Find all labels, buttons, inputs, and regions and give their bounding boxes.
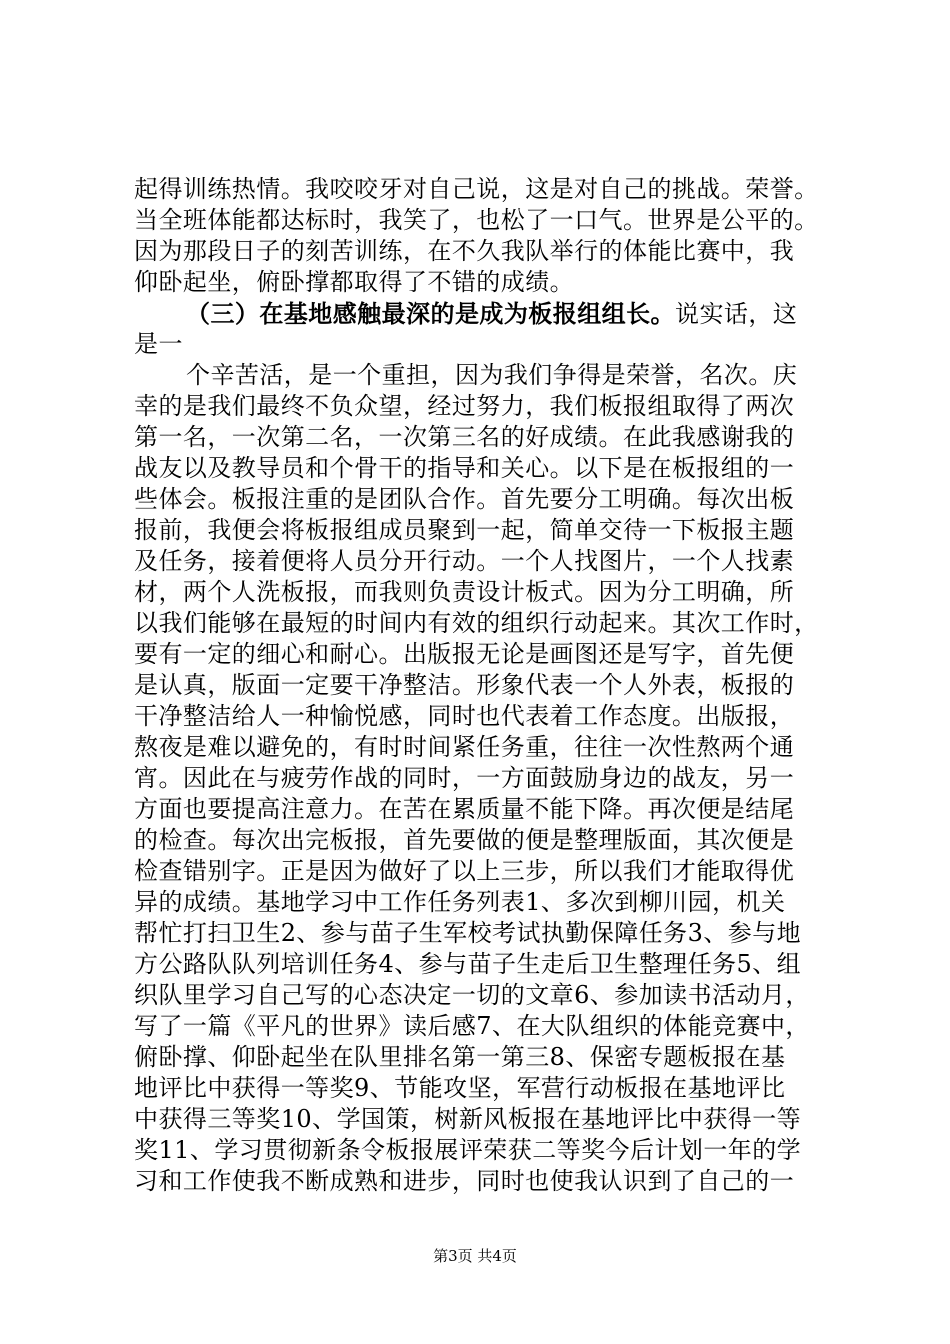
text-line: 是一	[134, 330, 183, 358]
text-line: 方公路队队列培训任务4、参与苗子生走后卫生整理任务5、组	[134, 950, 802, 978]
section-heading-line	[134, 298, 834, 329]
text-line: 织队里学习自己写的心态决定一切的文章6、参加读书活动月，	[134, 981, 810, 1009]
text-line: 仰卧起坐，俯卧撑都取得了不错的成绩。	[134, 268, 575, 296]
text-line: 干净整洁给人一种愉悦感，同时也代表着工作态度。出版报，	[134, 702, 795, 730]
text-line: 幸的是我们最终不负众望，经过努力，我们板报组取得了两次	[134, 392, 795, 420]
page-footer: 第3页 共4页	[433, 1247, 517, 1265]
text-line: 些体会。板报注重的是团队合作。首先要分工明确。每次出板	[134, 485, 795, 513]
section-heading-rest: 说实话，这	[675, 300, 798, 328]
text-line: 异的成绩。基地学习中工作任务列表1、多次到柳川园，机关	[134, 888, 786, 916]
text-line: 熬夜是难以避免的，有时时间紧任务重，往往一次性熬两个通	[134, 733, 795, 761]
text-line: 第一名，一次第二名，一次第三名的好成绩。在此我感谢我的	[134, 423, 795, 451]
text-line: 帮忙打扫卫生2、参与苗子生军校考试执勤保障任务3、参与地	[134, 919, 802, 947]
text-line: 因为那段日子的刻苦训练，在不久我队举行的体能比赛中，我	[134, 237, 795, 265]
text-line: 报前，我便会将板报组成员聚到一起，简单交待一下板报主题	[134, 516, 795, 544]
text-line: 地评比中获得一等奖9、节能攻坚，军营行动板报在基地评比	[134, 1074, 786, 1102]
text-line: 战友以及教导员和个骨干的指导和关心。以下是在板报组的一	[134, 454, 795, 482]
text-line: 宵。因此在与疲劳作战的同时，一方面鼓励身边的战友，另一	[134, 764, 795, 792]
text-line: 方面也要提高注意力。在苦在累质量不能下降。再次便是结尾	[134, 795, 795, 823]
text-line: 及任务，接着便将人员分开行动。一个人找图片，一个人找素	[134, 547, 795, 575]
text-line: 写了一篇《平凡的世界》读后感7、在大队组织的体能竞赛中，	[134, 1012, 810, 1040]
text-line: 材，两个人洗板报，而我则负责设计板式。因为分工明确，所	[134, 578, 795, 606]
text-line: 起得训练热情。我咬咬牙对自己说，这是对自己的挑战。荣誉。	[134, 175, 819, 203]
text-line: 俯卧撑、仰卧起坐在队里排名第一第三8、保密专题板报在基	[134, 1043, 786, 1071]
document-body	[134, 174, 834, 1197]
text-line: 以我们能够在最短的时间内有效的组织行动起来。其次工作时，	[134, 609, 819, 637]
text-line: 是认真，版面一定要干净整洁。形象代表一个人外表，板报的	[134, 671, 795, 699]
text-line: 检查错别字。正是因为做好了以上三步，所以我们才能取得优	[134, 857, 795, 885]
text-line: 当全班体能都达标时，我笑了，也松了一口气。世界是公平的。	[134, 206, 819, 234]
text-line: 习和工作使我不断成熟和进步，同时也使我认识到了自己的一	[134, 1167, 795, 1195]
text-line: 要有一定的细心和耐心。出版报无论是画图还是写字，首先便	[134, 640, 795, 668]
text-line: 个辛苦活，是一个重担，因为我们争得是荣誉，名次。庆	[186, 361, 798, 389]
text-line: 奖11、学习贯彻新条令板报展评荣获二等奖今后计划一年的学	[134, 1136, 802, 1164]
text-line: 的检查。每次出完板报，首先要做的便是整理版面，其次便是	[134, 826, 795, 854]
section-heading: （三）在基地感触最深的是成为板报组组长。	[186, 299, 675, 328]
text-line: 中获得三等奖10、学国策，树新风板报在基地评比中获得一等	[134, 1105, 802, 1133]
